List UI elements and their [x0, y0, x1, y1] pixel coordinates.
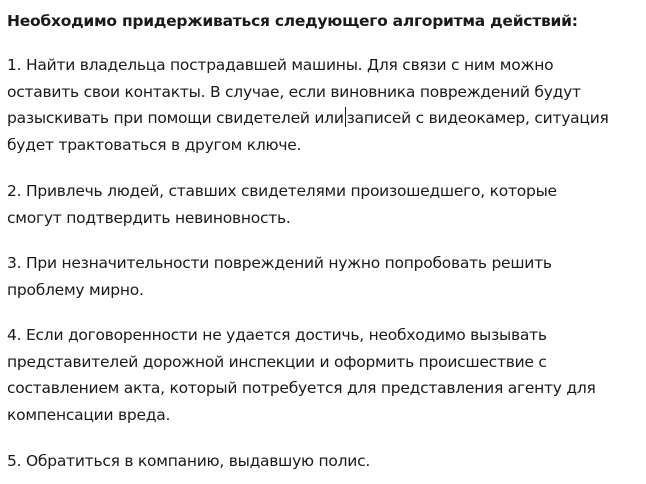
step-1-line-4: будет трактоваться в другом ключе. [7, 135, 302, 154]
step-4 [7, 322, 639, 428]
step-4-line-1: 4. Если договоренности не удается достичь, необходимо вызывать [7, 326, 547, 344]
step-5 [7, 448, 639, 475]
step-3-line-1: 3. При незначительности повреждений нужно попробовать решить [7, 254, 552, 272]
text-cursor [345, 107, 346, 127]
step-4-line-3: составлением акта, который потребуется для представления агенту для [7, 379, 596, 397]
step-2 [7, 178, 639, 231]
step-3 [7, 250, 639, 303]
step-1-line-1: 1. Найти владельца пострадавшей машины. Для связи с ним можно [7, 56, 554, 74]
step-5-line-1: 5. Обратиться в компанию, выдавшую полис. [7, 452, 371, 470]
algorithm-heading: Необходимо придерживаться следующего алгоритма действий: [7, 12, 578, 30]
article [7, 8, 639, 475]
step-4-line-4: компенсации вреда. [7, 405, 171, 424]
step-2-line-1: 2. Привлечь людей, ставших свидетелями произошедшего, которые [7, 182, 557, 200]
step-2-line-2: смогут подтвердить невиновность. [7, 208, 291, 227]
step-4-line-2: представителей дорожной инспекции и оформить происшествие с [7, 352, 547, 371]
step-1-line-3 [7, 105, 639, 132]
step-1-line-3-after-cursor: записей с видеокамер, ситуация [346, 109, 609, 127]
step-1-line-3-before-cursor: разыскивать при помощи свидетелей или [7, 109, 344, 127]
step-1-line-2: оставить свои контакты. В случае, если виновника повреждений будут [7, 82, 581, 101]
step-3-line-2: проблему мирно. [7, 280, 144, 299]
step-1 [7, 52, 639, 158]
